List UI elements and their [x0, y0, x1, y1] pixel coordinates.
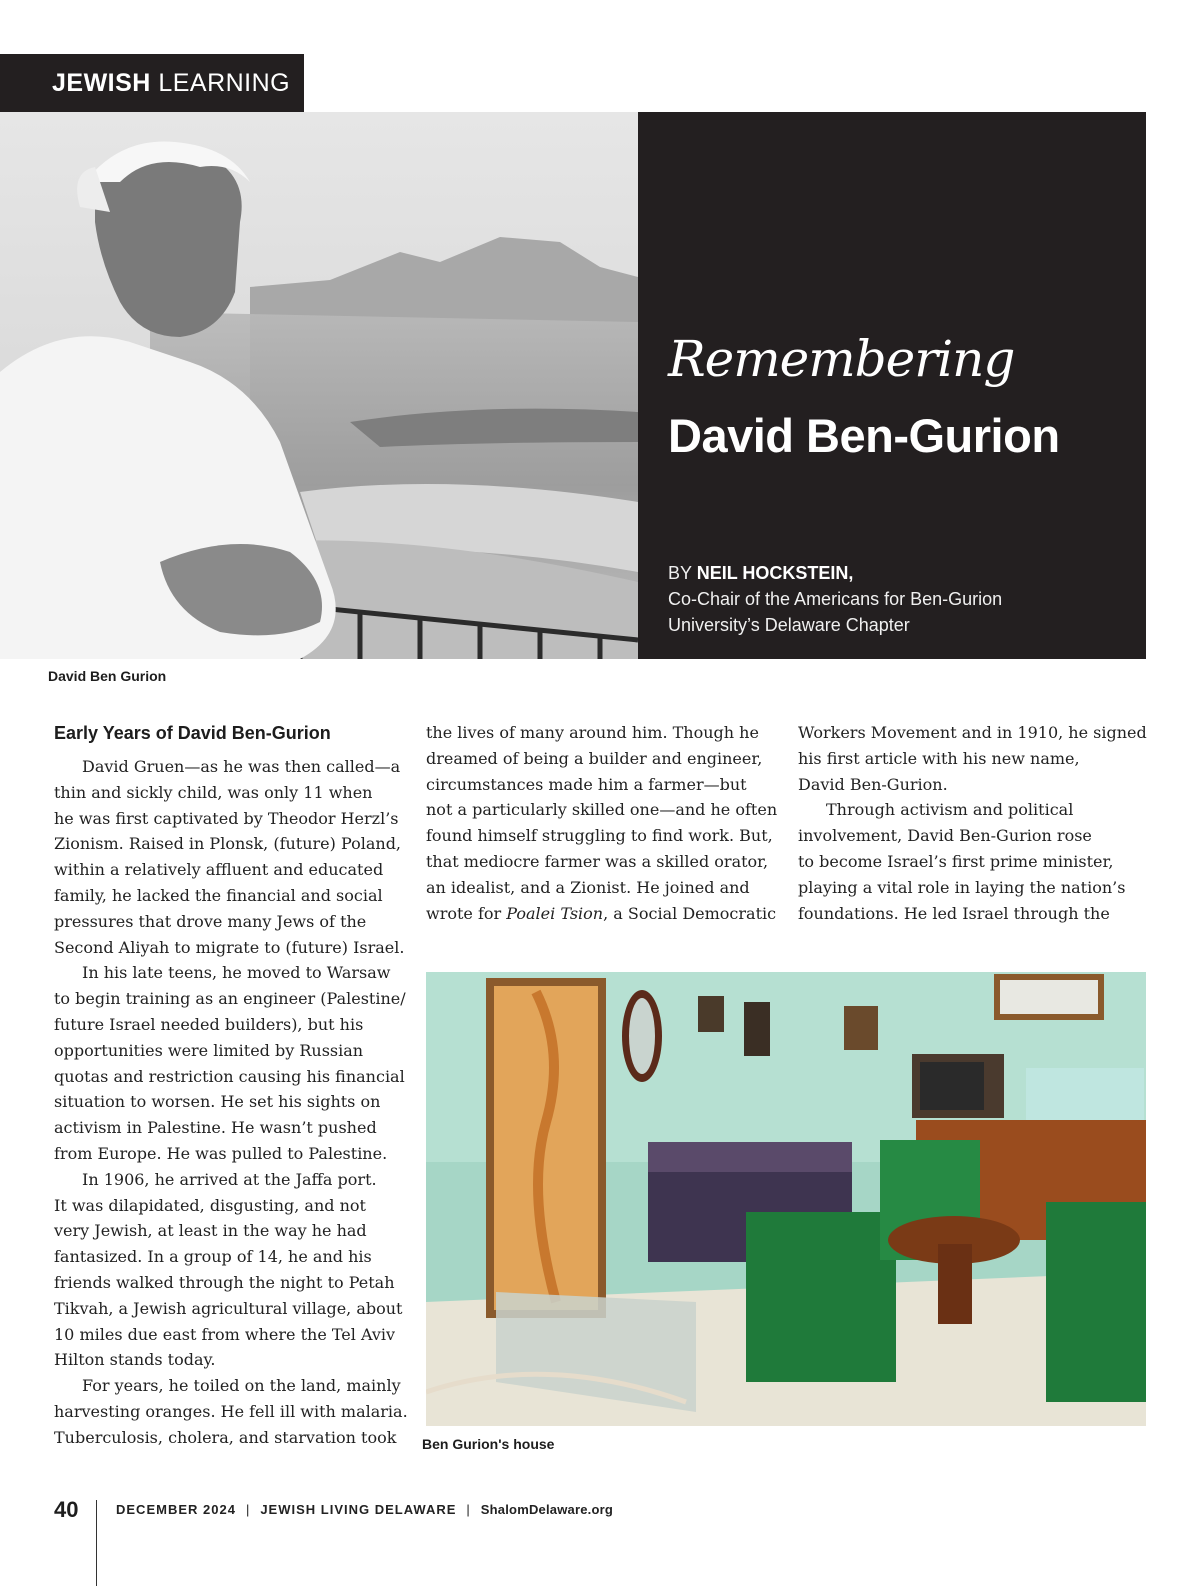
text-line: It was dilapidated, disgusting, and not — [54, 1195, 366, 1215]
paragraph — [798, 720, 1148, 797]
text-line: pressures that drove many Jews of the — [54, 911, 367, 931]
text-line — [426, 901, 776, 927]
text-line: dreamed of being a builder and engineer, — [426, 748, 763, 768]
paragraph — [54, 960, 404, 1166]
byline-role-line2: University’s Delaware Chapter — [668, 615, 910, 635]
section-tag — [0, 54, 304, 112]
text-line: playing a vital role in laying the nation’s — [798, 877, 1126, 897]
text-line: Zionism. Raised in Plonsk, (future) Poland, — [54, 834, 402, 854]
text-line: future Israel needed builders), but his — [54, 1014, 364, 1034]
text-line: In his late teens, he moved to Warsaw — [82, 963, 391, 983]
byline-author-line — [668, 560, 1002, 586]
text-line: Tuberculosis, cholera, and starvation took — [54, 1427, 397, 1447]
footer-separator: | — [466, 1502, 471, 1517]
text-line: to become Israel’s first prime minister, — [798, 851, 1114, 871]
footer-divider — [96, 1500, 97, 1586]
publication-name: Poalei Tsion — [506, 903, 604, 923]
title-italic: Remembering — [668, 330, 1015, 388]
text-line: to begin training as an engineer (Palestine/ — [54, 989, 406, 1009]
text-line: thin and sickly child, was only 11 when — [54, 782, 373, 802]
text-line: his first article with his new name, — [798, 748, 1080, 768]
article-column-3 — [798, 720, 1148, 926]
hero-caption: David Ben Gurion — [48, 668, 167, 684]
footer-separator: | — [245, 1502, 251, 1517]
paragraph — [54, 1373, 408, 1450]
text-line: friends walked through the night to Petah — [54, 1272, 395, 1292]
house-caption: Ben Gurion's house — [422, 1436, 555, 1452]
byline-prefix: BY — [668, 563, 692, 583]
text-line: David Gruen—as he was then called—a — [82, 757, 401, 776]
text-line: In 1906, he arrived at the Jaffa port. — [82, 1169, 377, 1189]
article-column-2 — [426, 720, 776, 926]
house-photo — [426, 972, 1146, 1426]
text-line: that mediocre farmer was a skilled orator, — [426, 851, 769, 871]
text-line: Workers Movement and in 1910, he signed — [798, 723, 1147, 742]
paragraph — [54, 1167, 404, 1373]
text-line: For years, he toiled on the land, mainly — [82, 1376, 401, 1396]
paragraph — [54, 754, 404, 960]
section-tag-light: LEARNING — [158, 69, 291, 97]
footer-text — [116, 1502, 613, 1517]
byline-author: NEIL HOCKSTEIN, — [696, 563, 854, 583]
text-fragment: wrote for — [426, 903, 507, 923]
text-fragment: , a Social Democratic — [603, 903, 777, 923]
text-line: Tikvah, a Jewish agricultural village, about — [54, 1298, 403, 1318]
text-line: fantasized. In a group of 14, he and his — [54, 1247, 372, 1267]
text-line: the lives of many around him. Though he — [426, 723, 759, 742]
text-line: very Jewish, at least in the way he had — [54, 1221, 367, 1241]
footer-website-link[interactable]: ShalomDelaware.org — [480, 1502, 613, 1517]
footer-date: DECEMBER 2024 — [116, 1502, 236, 1517]
text-line: within a relatively affluent and educated — [54, 860, 384, 880]
text-line: found himself struggling to find work. But, — [426, 826, 773, 846]
text-line: activism in Palestine. He wasn’t pushed — [54, 1118, 377, 1138]
title-panel — [638, 112, 1146, 659]
text-line: David Ben-Gurion. — [798, 774, 948, 794]
text-line: situation to worsen. He set his sights on — [54, 1092, 381, 1112]
article-column-1 — [54, 720, 408, 1451]
text-line: Hilton stands today. — [54, 1350, 216, 1370]
title-bold: David Ben-Gurion — [668, 409, 1060, 462]
text-line: involvement, David Ben-Gurion rose — [798, 826, 1092, 846]
text-line: foundations. He led Israel through the — [798, 903, 1110, 923]
footer-publication: JEWISH LIVING DELAWARE — [260, 1502, 457, 1517]
article-subhead: Early Years of David Ben-Gurion — [54, 723, 331, 743]
text-line: Through activism and political — [826, 800, 1074, 820]
byline-role-line1: Co-Chair of the Americans for Ben-Gurion — [668, 589, 1003, 609]
text-line: quotas and restriction causing his financial — [54, 1066, 405, 1086]
paragraph — [798, 797, 1148, 926]
text-line: from Europe. He was pulled to Palestine. — [54, 1143, 388, 1163]
text-line: family, he lacked the financial and social — [54, 885, 383, 905]
text-line: an idealist, and a Zionist. He joined and — [426, 877, 750, 897]
text-line: Second Aliyah to migrate to (future) Israel. — [54, 937, 405, 957]
text-line: harvesting oranges. He fell ill with malaria. — [54, 1401, 408, 1421]
text-line: circumstances made him a farmer—but — [426, 774, 747, 794]
text-line: he was first captivated by Theodor Herzl’s — [54, 808, 399, 828]
byline — [668, 560, 1002, 638]
page-number: 40 — [54, 1497, 79, 1522]
hero-photo — [0, 112, 638, 659]
text-line: not a particularly skilled one—and he often — [426, 800, 778, 820]
section-tag-bold: JEWISH — [52, 69, 151, 97]
text-line: opportunities were limited by Russian — [54, 1040, 364, 1060]
text-line: 10 miles due east from where the Tel Aviv — [54, 1324, 396, 1344]
